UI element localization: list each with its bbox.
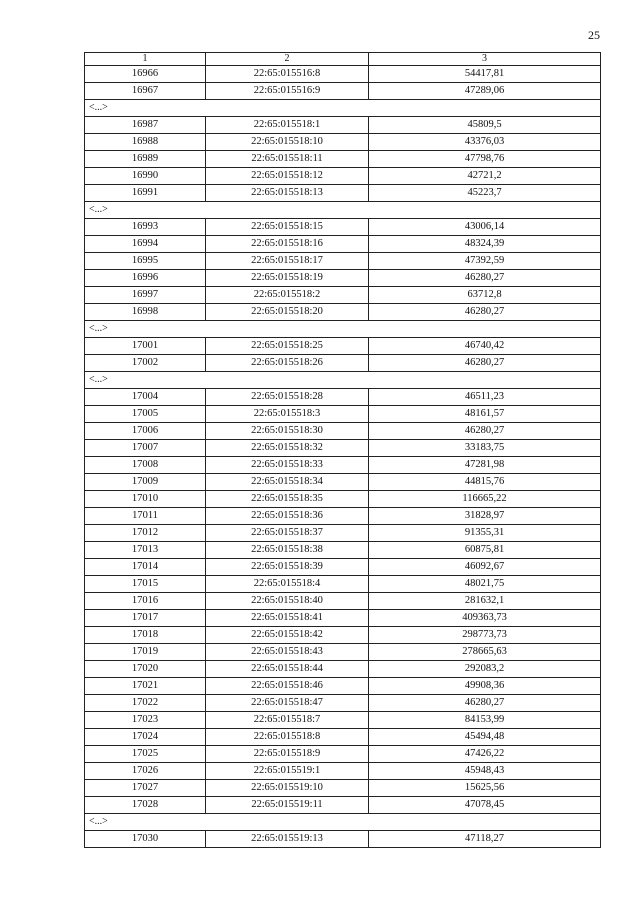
- row-number-cell: 17018: [85, 627, 206, 644]
- table-row: [85, 559, 601, 576]
- value-cell: 45223,7: [369, 185, 601, 202]
- table-row: [85, 508, 601, 525]
- value-cell: 409363,73: [369, 610, 601, 627]
- cadastral-number-cell: 22:65:015516:8: [206, 66, 369, 83]
- table-row: [85, 355, 601, 372]
- cadastral-number-cell: 22:65:015518:44: [206, 661, 369, 678]
- cadastral-number-cell: 22:65:015518:42: [206, 627, 369, 644]
- value-cell: 47118,27: [369, 831, 601, 848]
- cadastral-number-cell: 22:65:015518:20: [206, 304, 369, 321]
- row-number-cell: 17020: [85, 661, 206, 678]
- table-row: [85, 491, 601, 508]
- value-cell: 46280,27: [369, 270, 601, 287]
- cadastral-number-cell: 22:65:015518:2: [206, 287, 369, 304]
- table-row: [85, 83, 601, 100]
- row-number-cell: 17025: [85, 746, 206, 763]
- table-row: [85, 168, 601, 185]
- cadastral-number-cell: 22:65:015519:10: [206, 780, 369, 797]
- cadastral-number-cell: 22:65:015518:13: [206, 185, 369, 202]
- table-row: [85, 185, 601, 202]
- table-row: [85, 525, 601, 542]
- value-cell: 46280,27: [369, 304, 601, 321]
- data-table-body: [85, 53, 601, 848]
- row-number-cell: 16993: [85, 219, 206, 236]
- row-number-cell: 17005: [85, 406, 206, 423]
- cadastral-number-cell: 22:65:015518:35: [206, 491, 369, 508]
- value-cell: 45809,5: [369, 117, 601, 134]
- row-number-cell: 17011: [85, 508, 206, 525]
- table-row: [85, 117, 601, 134]
- value-cell: 47392,59: [369, 253, 601, 270]
- row-number-cell: 16990: [85, 168, 206, 185]
- value-cell: 116665,22: [369, 491, 601, 508]
- value-cell: 47078,45: [369, 797, 601, 814]
- value-cell: 91355,31: [369, 525, 601, 542]
- row-number-cell: 17017: [85, 610, 206, 627]
- cadastral-number-cell: 22:65:015519:13: [206, 831, 369, 848]
- cadastral-number-cell: 22:65:015518:33: [206, 457, 369, 474]
- value-cell: 46511,23: [369, 389, 601, 406]
- row-number-cell: 16998: [85, 304, 206, 321]
- table-row: [85, 440, 601, 457]
- value-cell: 47426,22: [369, 746, 601, 763]
- table-row: [85, 763, 601, 780]
- table-row: [85, 576, 601, 593]
- table-row: [85, 746, 601, 763]
- cadastral-number-cell: 22:65:015516:9: [206, 83, 369, 100]
- cadastral-number-cell: 22:65:015518:26: [206, 355, 369, 372]
- table-row: [85, 134, 601, 151]
- value-cell: 15625,56: [369, 780, 601, 797]
- row-number-cell: 17027: [85, 780, 206, 797]
- row-number-cell: 17014: [85, 559, 206, 576]
- row-number-cell: 17030: [85, 831, 206, 848]
- table-row: [85, 627, 601, 644]
- row-number-cell: 17028: [85, 797, 206, 814]
- table-row: [85, 236, 601, 253]
- cadastral-number-cell: 22:65:015518:28: [206, 389, 369, 406]
- cadastral-number-cell: 22:65:015518:38: [206, 542, 369, 559]
- table-row: [85, 253, 601, 270]
- cadastral-number-cell: 22:65:015518:3: [206, 406, 369, 423]
- row-number-cell: 17022: [85, 695, 206, 712]
- row-number-cell: 16987: [85, 117, 206, 134]
- cadastral-number-cell: 22:65:015519:1: [206, 763, 369, 780]
- table-row: [85, 287, 601, 304]
- table-row: [85, 389, 601, 406]
- row-number-cell: 17013: [85, 542, 206, 559]
- table-row: [85, 406, 601, 423]
- column-header-2: 2: [206, 53, 369, 66]
- cadastral-number-cell: 22:65:015518:16: [206, 236, 369, 253]
- row-number-cell: 16997: [85, 287, 206, 304]
- table-row: [85, 66, 601, 83]
- value-cell: 46280,27: [369, 355, 601, 372]
- cadastral-number-cell: 22:65:015518:32: [206, 440, 369, 457]
- row-number-cell: 17026: [85, 763, 206, 780]
- value-cell: 298773,73: [369, 627, 601, 644]
- gap-marker: <...>: [85, 321, 601, 338]
- table-row: [85, 304, 601, 321]
- cadastral-number-cell: 22:65:015518:47: [206, 695, 369, 712]
- cadastral-number-cell: 22:65:015518:40: [206, 593, 369, 610]
- row-number-cell: 17009: [85, 474, 206, 491]
- table-row: [85, 831, 601, 848]
- cadastral-number-cell: 22:65:015519:11: [206, 797, 369, 814]
- table-row: [85, 661, 601, 678]
- row-number-cell: 16989: [85, 151, 206, 168]
- gap-row: [85, 814, 601, 831]
- cadastral-number-cell: 22:65:015518:41: [206, 610, 369, 627]
- cadastral-number-cell: 22:65:015518:9: [206, 746, 369, 763]
- cadastral-number-cell: 22:65:015518:8: [206, 729, 369, 746]
- row-number-cell: 17024: [85, 729, 206, 746]
- value-cell: 46280,27: [369, 423, 601, 440]
- value-cell: 84153,99: [369, 712, 601, 729]
- table-row: [85, 219, 601, 236]
- row-number-cell: 16996: [85, 270, 206, 287]
- value-cell: 48324,39: [369, 236, 601, 253]
- gap-marker: <...>: [85, 202, 601, 219]
- value-cell: 292083,2: [369, 661, 601, 678]
- table-row: [85, 542, 601, 559]
- table-row: [85, 678, 601, 695]
- cadastral-number-cell: 22:65:015518:7: [206, 712, 369, 729]
- value-cell: 49908,36: [369, 678, 601, 695]
- row-number-cell: 17015: [85, 576, 206, 593]
- gap-marker: <...>: [85, 100, 601, 117]
- table-row: [85, 610, 601, 627]
- row-number-cell: 17012: [85, 525, 206, 542]
- cadastral-number-cell: 22:65:015518:19: [206, 270, 369, 287]
- cadastral-number-cell: 22:65:015518:11: [206, 151, 369, 168]
- row-number-cell: 17010: [85, 491, 206, 508]
- cadastral-number-cell: 22:65:015518:37: [206, 525, 369, 542]
- cadastral-number-cell: 22:65:015518:36: [206, 508, 369, 525]
- row-number-cell: 16966: [85, 66, 206, 83]
- table-row: [85, 338, 601, 355]
- cadastral-number-cell: 22:65:015518:1: [206, 117, 369, 134]
- cadastral-number-cell: 22:65:015518:15: [206, 219, 369, 236]
- table-row: [85, 780, 601, 797]
- row-number-cell: 17019: [85, 644, 206, 661]
- cadastral-number-cell: 22:65:015518:46: [206, 678, 369, 695]
- value-cell: 46280,27: [369, 695, 601, 712]
- page-number: 25: [588, 28, 600, 42]
- value-cell: 45494,48: [369, 729, 601, 746]
- gap-row: [85, 100, 601, 117]
- value-cell: 45948,43: [369, 763, 601, 780]
- cadastral-number-cell: 22:65:015518:39: [206, 559, 369, 576]
- row-number-cell: 17001: [85, 338, 206, 355]
- value-cell: 31828,97: [369, 508, 601, 525]
- cadastral-number-cell: 22:65:015518:34: [206, 474, 369, 491]
- value-cell: 48021,75: [369, 576, 601, 593]
- row-number-cell: 16991: [85, 185, 206, 202]
- row-number-cell: 17006: [85, 423, 206, 440]
- value-cell: 278665,63: [369, 644, 601, 661]
- gap-row: [85, 321, 601, 338]
- row-number-cell: 16967: [85, 83, 206, 100]
- cadastral-number-cell: 22:65:015518:10: [206, 134, 369, 151]
- table-row: [85, 712, 601, 729]
- gap-marker: <...>: [85, 372, 601, 389]
- row-number-cell: 16994: [85, 236, 206, 253]
- value-cell: 60875,81: [369, 542, 601, 559]
- row-number-cell: 17004: [85, 389, 206, 406]
- value-cell: 43376,03: [369, 134, 601, 151]
- value-cell: 54417,81: [369, 66, 601, 83]
- row-number-cell: 17016: [85, 593, 206, 610]
- value-cell: 46092,67: [369, 559, 601, 576]
- gap-row: [85, 372, 601, 389]
- value-cell: 281632,1: [369, 593, 601, 610]
- table-row: [85, 593, 601, 610]
- table-row: [85, 423, 601, 440]
- cadastral-number-cell: 22:65:015518:25: [206, 338, 369, 355]
- row-number-cell: 16988: [85, 134, 206, 151]
- table-row: [85, 729, 601, 746]
- value-cell: 42721,2: [369, 168, 601, 185]
- table-header-row: [85, 53, 601, 66]
- row-number-cell: 16995: [85, 253, 206, 270]
- value-cell: 63712,8: [369, 287, 601, 304]
- gap-row: [85, 202, 601, 219]
- table-row: [85, 695, 601, 712]
- value-cell: 47798,76: [369, 151, 601, 168]
- cadastral-number-cell: 22:65:015518:30: [206, 423, 369, 440]
- row-number-cell: 17007: [85, 440, 206, 457]
- cadastral-number-cell: 22:65:015518:17: [206, 253, 369, 270]
- table-row: [85, 270, 601, 287]
- cadastral-number-cell: 22:65:015518:43: [206, 644, 369, 661]
- value-cell: 43006,14: [369, 219, 601, 236]
- table-row: [85, 644, 601, 661]
- value-cell: 44815,76: [369, 474, 601, 491]
- table-row: [85, 151, 601, 168]
- cadastral-number-cell: 22:65:015518:4: [206, 576, 369, 593]
- value-cell: 47289,06: [369, 83, 601, 100]
- column-header-3: 3: [369, 53, 601, 66]
- value-cell: 47281,98: [369, 457, 601, 474]
- data-table: [84, 52, 601, 848]
- table-row: [85, 457, 601, 474]
- cadastral-number-cell: 22:65:015518:12: [206, 168, 369, 185]
- value-cell: 48161,57: [369, 406, 601, 423]
- table-row: [85, 474, 601, 491]
- row-number-cell: 17023: [85, 712, 206, 729]
- row-number-cell: 17021: [85, 678, 206, 695]
- table-row: [85, 797, 601, 814]
- gap-marker: <...>: [85, 814, 601, 831]
- value-cell: 46740,42: [369, 338, 601, 355]
- row-number-cell: 17008: [85, 457, 206, 474]
- row-number-cell: 17002: [85, 355, 206, 372]
- value-cell: 33183,75: [369, 440, 601, 457]
- column-header-1: 1: [85, 53, 206, 66]
